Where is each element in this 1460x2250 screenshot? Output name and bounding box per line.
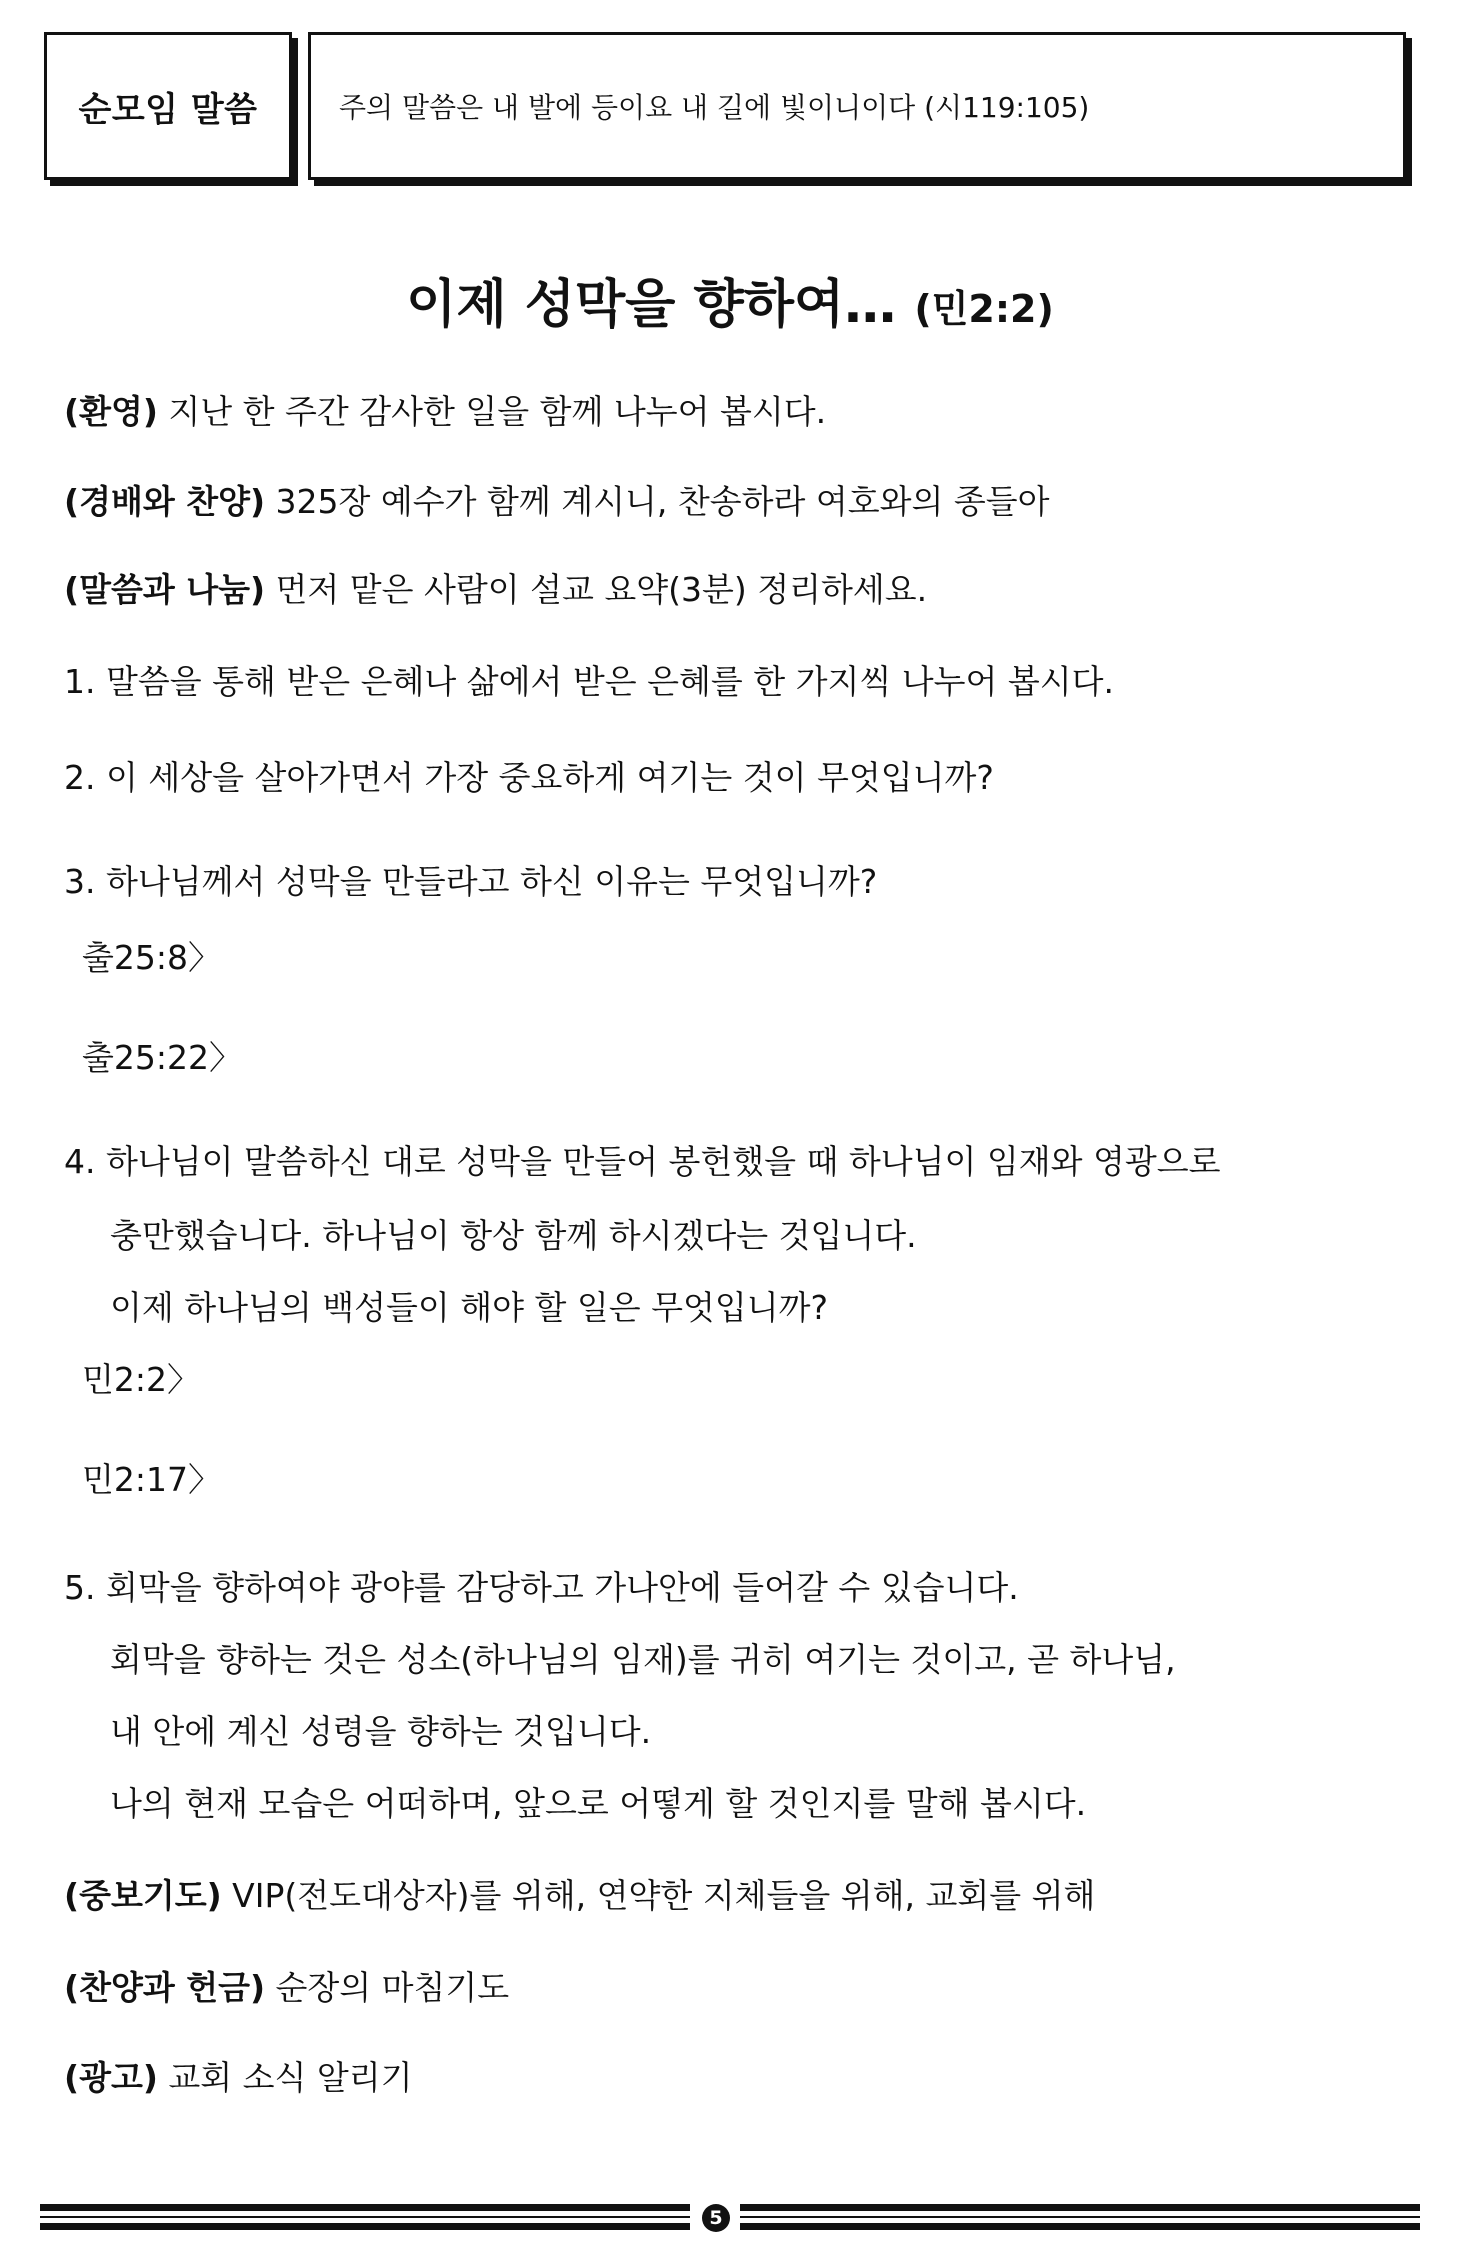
question-4-line-3: 이제 하나님의 백성들이 해야 할 일은 무엇입니까?: [110, 1288, 829, 1327]
footer-rule-left: [40, 2204, 690, 2230]
question-3-ref-2: 출25:22〉: [82, 1038, 242, 1077]
notice-text: 교회 소식 알리기: [157, 2058, 413, 2097]
prayer-tag: (중보기도): [64, 1876, 222, 1915]
question-2: 2. 이 세상을 살아가면서 가장 중요하게 여기는 것이 무엇입니까?: [64, 758, 994, 797]
title-reference: (민2:2): [914, 287, 1054, 331]
welcome-text: 지난 한 주간 감사한 일을 함께 나누어 봅시다.: [157, 392, 827, 431]
question-4-line-2: 충만했습니다. 하나님이 항상 함께 하시겠다는 것입니다.: [110, 1216, 917, 1255]
offering-text: 순장의 마침기도: [265, 1968, 510, 2007]
question-1: 1. 말씀을 통해 받은 은혜나 삶에서 받은 은혜를 한 가지씩 나누어 봅시다.: [64, 662, 1114, 701]
header-verse-box: [308, 32, 1406, 180]
question-5-line-4: 나의 현재 모습은 어떠하며, 앞으로 어떻게 할 것인지를 말해 봅시다.: [110, 1784, 1087, 1823]
question-3-ref-1: 출25:8〉: [82, 938, 221, 977]
word-line: [64, 564, 927, 611]
page-number: 5: [702, 2204, 730, 2232]
question-4-ref-2: 민2:17〉: [82, 1460, 221, 1499]
question-4-line-1: 4. 하나님이 말씀하신 대로 성막을 만들어 봉헌했을 때 하나님이 임재와 영광으로: [64, 1142, 1221, 1181]
question-4-ref-1: 민2:2〉: [82, 1360, 200, 1399]
offering-tag: (찬양과 헌금): [64, 1968, 266, 2007]
word-tag: (말씀과 나눔): [64, 570, 266, 609]
page-title: [0, 262, 1460, 337]
notice-tag: (광고): [64, 2058, 158, 2097]
welcome-tag: (환영): [64, 392, 158, 431]
question-5-line-1: 5. 회막을 향하여야 광야를 감당하고 가나안에 들어갈 수 있습니다.: [64, 1568, 1019, 1607]
header-label-box: [44, 32, 292, 180]
question-5-line-2: 회막을 향하는 것은 성소(하나님의 임재)를 귀히 여기는 것이고, 곧 하나님,: [110, 1640, 1176, 1679]
word-text: 먼저 맡은 사람이 설교 요약(3분) 정리하세요.: [265, 570, 928, 609]
welcome-line: [64, 386, 826, 433]
title-main: 이제 성막을 향하여…: [406, 275, 897, 335]
worship-tag: (경배와 찬양): [64, 482, 266, 521]
worship-line: [64, 476, 1050, 523]
footer-rule-right: [740, 2204, 1420, 2230]
question-3: 3. 하나님께서 성막을 만들라고 하신 이유는 무엇입니까?: [64, 862, 878, 901]
header-verse: 주의 말씀은 내 발에 등이요 내 길에 빛이니이다 (시119:105): [339, 91, 1090, 124]
page-footer: [40, 2204, 1420, 2230]
prayer-line: [64, 1870, 1095, 1917]
worship-text: 325장 예수가 함께 계시니, 찬송하라 여호와의 종들아: [265, 482, 1050, 521]
offering-line: [64, 1962, 509, 2009]
prayer-text: VIP(전도대상자)를 위해, 연약한 지체들을 위해, 교회를 위해: [221, 1876, 1096, 1915]
header-label: 순모임 말씀: [78, 89, 258, 130]
notice-line: [64, 2052, 413, 2099]
question-5-line-3: 내 안에 계신 성령을 향하는 것입니다.: [110, 1712, 652, 1751]
